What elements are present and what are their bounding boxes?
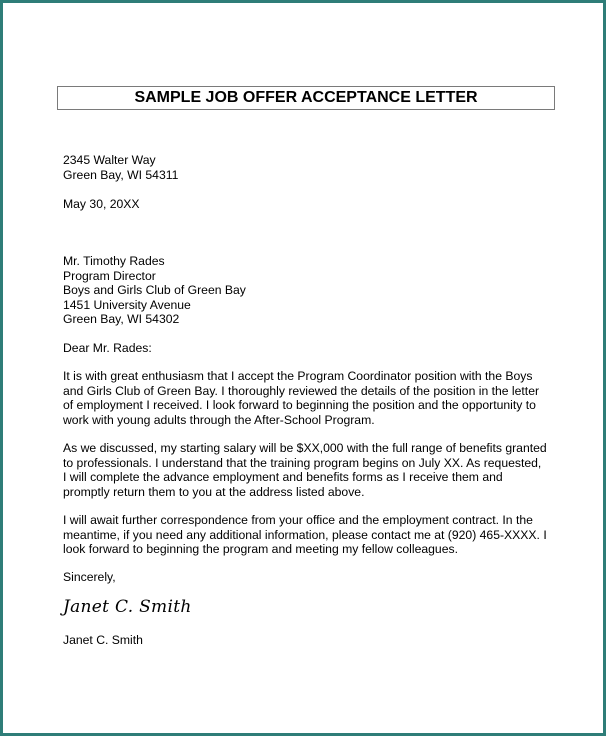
paragraph-line: to professionals. I understand that the training program begins on July XX. As requested,: [63, 455, 542, 470]
salutation-text: Dear Mr. Rades:: [63, 341, 152, 355]
paragraph-line: I will complete the advance employment and benefits forms as I receive them and: [63, 470, 503, 485]
paragraph-line: I will await further correspondence from your office and the employment contract. In the: [63, 513, 533, 527]
recipient-address-line: 1451 University Avenue: [63, 297, 191, 312]
salutation: [63, 341, 152, 356]
recipient-address-line: Green Bay, WI 54302: [63, 312, 180, 327]
paragraph-line: look forward to beginning the program and meeting my fellow colleagues.: [63, 542, 458, 557]
signer-name: [63, 633, 143, 648]
signer-name-text: Janet C. Smith: [63, 633, 143, 647]
recipient-address: [63, 254, 246, 327]
paragraph-2: [63, 441, 547, 499]
paragraph-line: of employment I received. I look forward to beginning the position and the opportunity to: [63, 398, 536, 413]
paragraph-3: [63, 513, 547, 557]
paragraph-1: [63, 369, 539, 427]
sender-address: [63, 153, 178, 182]
recipient-address-line: Boys and Girls Club of Green Bay: [63, 283, 246, 298]
paragraph-line: As we discussed, my starting salary will be $XX,000 with the full range of benefits granted: [63, 441, 547, 455]
sender-address-line: 2345 Walter Way: [63, 153, 156, 167]
paragraph-line: meantime, if you need any additional information, please contact me at (920) 465-XXXX. I: [63, 527, 547, 542]
recipient-address-line: Mr. Timothy Rades: [63, 254, 165, 268]
paragraph-line: It is with great enthusiasm that I accept the Program Coordinator position with the Boys: [63, 369, 533, 383]
recipient-address-line: Program Director: [63, 268, 156, 283]
letter-date: [63, 197, 140, 212]
closing-text: Sincerely,: [63, 570, 116, 584]
paragraph-line: work with young adults through the After-School Program.: [63, 412, 375, 427]
letter-title: SAMPLE JOB OFFER ACCEPTANCE LETTER: [57, 86, 555, 110]
paragraph-line: promptly return them to you at the address listed above.: [63, 484, 365, 499]
closing: [63, 570, 116, 585]
date-text: May 30, 20XX: [63, 197, 140, 211]
paragraph-line: and Girls Club of Green Bay. I thoroughly reviewed the details of the position in the letter: [63, 383, 540, 398]
handwritten-signature: Janet C. Smith: [63, 597, 192, 617]
sender-address-line: Green Bay, WI 54311: [63, 167, 179, 182]
